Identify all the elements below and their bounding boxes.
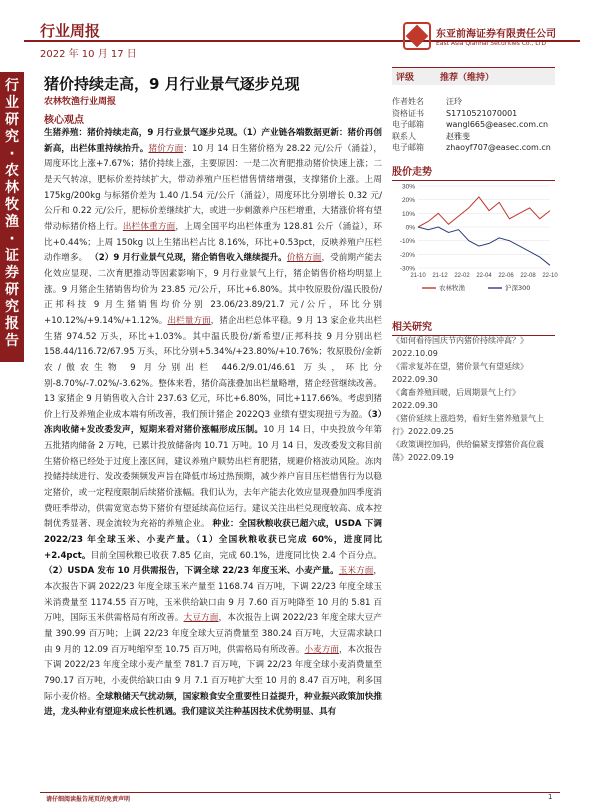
sidebar-label: 行业研究·农林牧渔·证券研究报告 — [5, 78, 19, 349]
body-underline: 大豆方面 — [183, 613, 219, 624]
analyst-key: 电子邮箱 — [392, 143, 424, 152]
main-body-text — [44, 126, 382, 721]
related-research-list — [392, 334, 555, 464]
y-tick-label: -30% — [399, 265, 415, 273]
body-text: ，上周全国平均出栏体重为 128.81 公斤（涌益），环比+0.44%；上周 150kg 以上生猪出栏占比 8.16%，环比+0.53pct，反映养殖户压栏动作增多。 — [44, 221, 382, 264]
y-tick-label: -20% — [399, 251, 415, 259]
page-number: 1 — [548, 793, 553, 801]
analyst-value: 赵雅斐 — [446, 131, 470, 141]
body-text: ，本次报告下调 2022/23 年度全球小麦产量至 781.7 百万吨，下调 22/23 年度全球小麦消费量至 790.17 百万吨，小麦供给缺口由 9 月 7.1 百万吨扩大至 10 月的 8.47 百万吨，利多国际小麦价格。 — [44, 644, 382, 702]
related-report-link[interactable]: 《需求复苏在望，猪价景气有望延续》2022.09.30 — [392, 362, 528, 384]
report-subtitle: 农林牧渔行业周报 — [44, 97, 117, 107]
report-title: 猪价持续走高，9 月行业景气逐步兑现 — [44, 75, 300, 93]
logo-mark-icon — [403, 22, 431, 50]
analyst-key: 电子邮箱 — [392, 120, 424, 129]
x-tick-label: 21-12 — [432, 273, 448, 279]
body-text: ，本次报告上调 2022/23 年度全球大豆产量 390.99 百万吨；上调 22/23 年度全球大豆消费量至 380.24 百万吨，大豆需求缺口由 9 月的 12.09 百万吨缩窄至 10.75 百万吨，供需格局有所改善。 — [44, 613, 382, 655]
analyst-row — [392, 96, 555, 108]
related-report-link[interactable]: 《禽畜养殖回暖，后周期景气上行》2022.09.30 — [392, 388, 520, 410]
body-underline: 出栏体重方面 — [122, 221, 176, 232]
rating-value: 推荐（维持） — [440, 73, 495, 83]
analyst-row — [392, 119, 555, 131]
rating-bar — [392, 67, 555, 85]
analyst-row — [392, 142, 555, 154]
body-text: 10 月 14 日，中央投放今年第五批猪肉储备 2 万吨，已累计投放储备肉 10.71 万吨。10 月 14 日，发改委发文称目前生猪价格已经处于过度上涨区间，建议养殖户顺势出栏育肥猪，规避价格波动风险。冻肉投储持续进行、发改委频频发声旨在降低市场过热预期，减少养户盲目压栏惜售行为以稳定猪价，或一定程度限制后续猪价涨幅。我们认为，去年产能去化效应显现叠加四季度消费旺季带动，供需宽宽态势下猪价有望延续高位运行。建议关注出栏兑现度较高、成本控制优秀显著、现金流较为充裕的养殖企业。 — [44, 425, 382, 530]
report-date: 2022 年 10 月 17 日 — [40, 49, 137, 60]
x-tick-label: 22-08 — [520, 273, 536, 279]
analyst-row — [392, 108, 555, 120]
body-lead: 生猪养殖：猪价持续走高，9 月行业景气逐步兑现。（1）产业链各端数据更新：猪价再创新高，出栏体重持续抬升。 — [44, 128, 382, 154]
analyst-value: S1710521070001 — [446, 108, 518, 118]
body-lead: 全球粮储天气扰动频，国家粮食安全重要性日益提升，种业振兴政策加快推进，龙头种业有望迎来成长性机遇。我们建议关注种基因技术优势明显、具有 — [44, 691, 382, 718]
footer-disclaimer: 请仔细阅读报告尾页的免责声明 — [46, 796, 131, 803]
rating-label: 评级 — [396, 73, 415, 83]
body-text: 目前全国秋粮已收获 7.85 亿亩，完成 60.1%，进度同比快 2.4 个百分点。 — [90, 550, 382, 561]
analyst-email-link[interactable]: wangl665@easec.com.cn — [446, 120, 549, 129]
body-lead: 种业：全国秋粮收获已超六成，USDA 下调 2022/23 年全球玉米、小麦产量。（1）全国秋粮收获已完成 60%，进度同比+2.4pct。 — [44, 519, 382, 561]
company-name-en: East Asia Qianhai Securities Co., LTD — [436, 40, 547, 47]
stock-trend-heading: 股价走势 — [392, 163, 555, 181]
y-tick-label: 0% — [405, 224, 415, 232]
company-name-cn: 东亚前海证券有限责任公司 — [436, 29, 556, 40]
x-tick-label: 22-04 — [476, 273, 492, 279]
body-lead: （2）9 月行业景气兑现，猪企销售收入继续提升。 — [90, 253, 287, 264]
body-text: ，受前期产能去化效应显现、二次育肥推动等因素影响下，9 月行业景气上行，猪企销售价格均明显上涨。9 月猪企生猪销售均价为 23.85 元/公斤，环比+6.80%。其中牧原股份/温氏股份/正邦科技 9 月生猪销售均价分别 23.06/23.89/21.7 元/公斤，环比分别+10.12%/+9.14%/+1.12%。 — [44, 253, 382, 326]
related-report-link[interactable]: 《如何看待国庆节内猪价持续冲高？》2022.10.09 — [392, 336, 528, 358]
body-underline: 价格方面 — [286, 253, 322, 264]
body-lead: （2）USDA 发布 10 月供需报告，下调全球 22/23 年度玉米、小麦产量。 — [44, 566, 339, 577]
vertical-sidebar — [0, 72, 24, 362]
related-research-heading: 相关研究 — [392, 318, 555, 336]
x-tick-label: 22-02 — [454, 273, 470, 279]
y-tick-label: 20% — [401, 197, 415, 205]
related-report-link[interactable]: 《猪价延续上涨趋势，看好生猪养殖景气上行》2022.09.25 — [392, 414, 544, 436]
x-tick-label: 22-10 — [542, 273, 558, 279]
legend-label: 农林牧渔 — [439, 284, 465, 292]
footer-divider — [40, 792, 560, 793]
x-tick-label: 21-10 — [410, 273, 426, 279]
body-underline: 小麦方面 — [304, 644, 339, 655]
analyst-key: 作者姓名 — [392, 97, 424, 106]
analyst-key: 资格证书 — [392, 108, 424, 118]
body-underline: 出栏量方面 — [167, 315, 211, 326]
series-line — [418, 227, 550, 265]
chart-svg — [392, 182, 558, 300]
body-lead: （3）冻肉收储+发改委发声，短期来看对猪价涨幅形成压制。 — [44, 409, 382, 436]
body-text: ，本次报告下调 2022/23 年度全球玉米产量至 1168.74 百万吨，下调 22/23 年度全球玉米消费量至 1174.55 百万吨，玉米供给缺口由 9 月 7.60 百万吨降至 10 月的 5.81 百万吨，国际玉米供需格局有所改善。 — [44, 566, 382, 624]
body-text: ：10 月 14 日生猪价格为 28.22 元/公斤（涌益），周度环比上涨+7.67%；猪价持续上涨，主要原因：一是二次育肥推动猪价快速上涨；二是天气转凉，肥标价差持续扩大，带动养殖户压栏惜售情绪增强，支撑猪价上涨。上周 175kg/200kg 与标猪价差为 1.40 /1.54 元/公斤（涌益），周度环比分别增长 0.32 元/公斤和 0.22 元/公斤，肥标价差继续扩大，或进一步刺激养户压栏增重，大猪涨价将有望带动标猪价格上行。 — [44, 143, 382, 232]
analyst-key: 联系人 — [392, 131, 416, 141]
core-views-heading: 核心观点 — [44, 115, 84, 126]
x-tick-label: 22-06 — [498, 273, 514, 279]
analyst-value: 汪玲 — [446, 97, 462, 106]
stock-trend-chart — [392, 182, 558, 300]
related-report-link[interactable]: 《政策调控加码，供给偏紧支撑猪价高位震荡》2022.09.19 — [392, 440, 544, 462]
analyst-row — [392, 131, 555, 143]
company-logo — [403, 22, 556, 50]
body-underline: 玉米方面 — [338, 566, 374, 577]
analyst-info — [392, 96, 555, 154]
analyst-email-link[interactable]: zhaoyf707@easec.com.cn — [446, 143, 551, 152]
body-underline: 猪价方面 — [148, 143, 184, 154]
body-text: ，猪企出栏总体平稳。9 月 13 家企业共出栏生猪 974.52 万头，环比+1.03%。其中温氏股份/新希望/正邦科技 9 月分别出栏 158.44/116.72/67.95 万头，环比分别+5.34%/+23.80%/+10.76%；牧原股份/金新农/傲农生物 9 月分别出栏 446.2/9.01/46.61 万头，环比分别-8.70%/-7.02%/-3.62%。整体来看，猪价高涨叠加出栏量略增，猪企经营继续改善。13 家猪企 9 月销售收入合计 237.63 亿元，环比+6.80%，同比+117.66%。考虑到猪价上行及养殖企业成本端有所改善，我们预计猪企 2022Q3 业绩有望实现扭亏为盈。 — [44, 315, 382, 420]
report-type-tag: 行业周报 — [40, 22, 101, 40]
series-line — [418, 197, 550, 227]
y-tick-label: -10% — [399, 238, 415, 246]
y-tick-label: 10% — [401, 210, 415, 218]
y-tick-label: 30% — [401, 183, 415, 191]
legend-label: 沪深300 — [505, 284, 531, 292]
